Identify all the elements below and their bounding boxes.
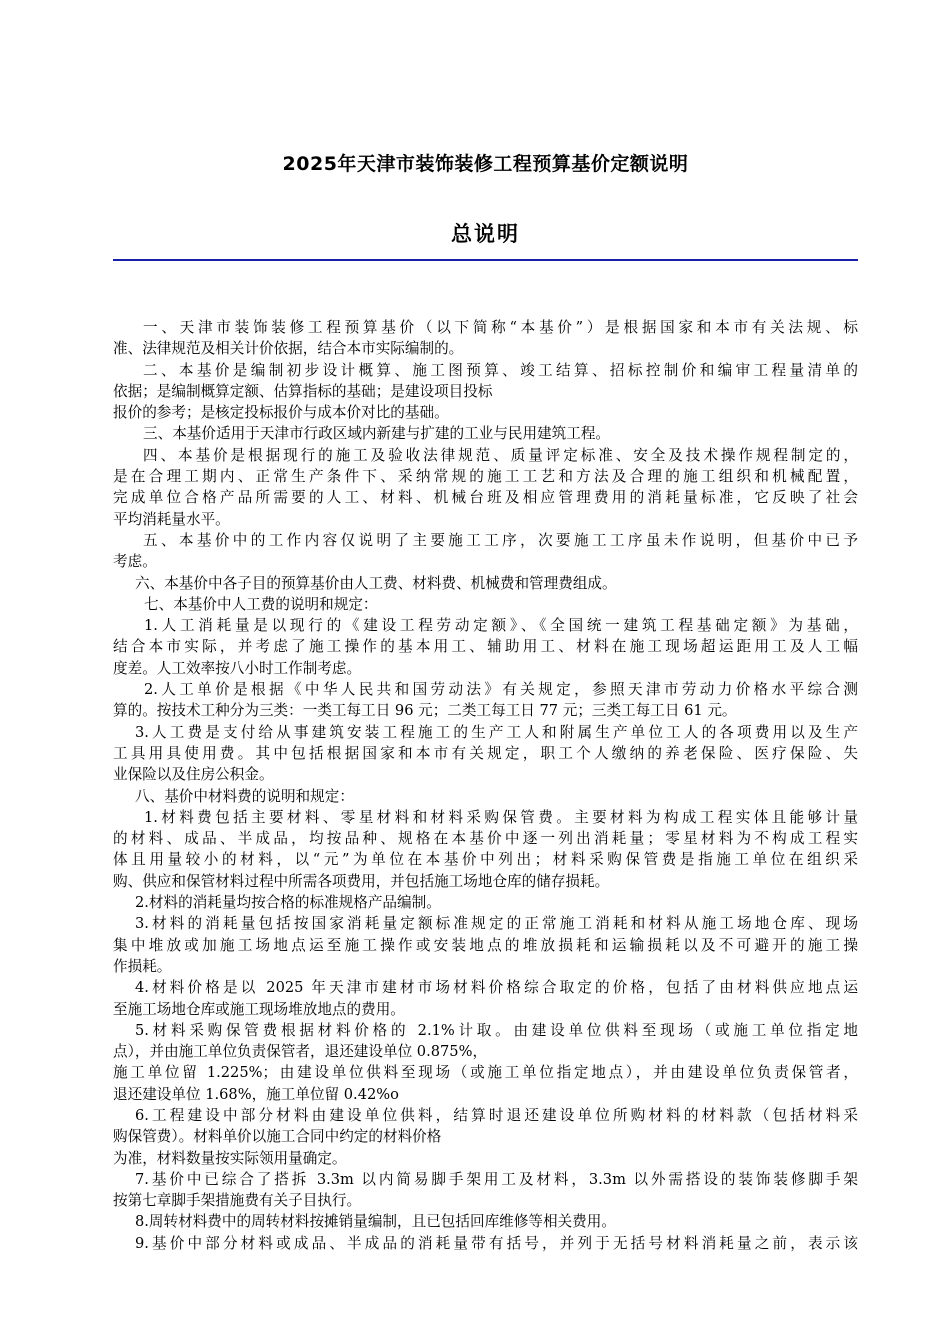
text-line: 购、供应和保管材料过程中所需各项费用，并包括施工场地仓库的储存损耗。 <box>113 872 610 890</box>
text-line: 4.材料价格是以 2025 年天津市建材市场材料价格综合取定的价格，包括了由材料供应地点运 <box>135 979 858 997</box>
text-line: 8.周转材料费中的周转材料按摊销量编制，且已包括回库维修等相关费用。 <box>135 1213 616 1231</box>
text-line: 集中堆放或加施工场地点运至施工操作或安装地点的堆放损耗和运输损耗以及不可避开的施工操 <box>113 936 858 954</box>
text-line: 八、基价中材料费的说明和规定： <box>135 787 354 805</box>
text-line: 是在合理工期内、正常生产条件下、采纳常规的施工工艺和方法及合理的施工组织和机械配置， <box>113 468 858 486</box>
section-title: 总说明 <box>451 222 520 246</box>
text-line: 五、本基价中的工作内容仅说明了主要施工工序，次要施工工序虽未作说明，但基价中已予 <box>143 531 858 549</box>
text-line: 二、本基价是编制初步设计概算、施工图预算、竣工结算、招标控制价和编审工程量清单的 <box>143 361 858 379</box>
text-line: 9.基价中部分材料或成品、半成品的消耗量带有括号，并列于无括号材料消耗量之前，表示该 <box>135 1234 858 1252</box>
text-line: 度差。人工效率按八小时工作制考虑。 <box>113 659 362 677</box>
text-line: 2.材料的消耗量均按合格的标准规格产品编制。 <box>135 894 441 912</box>
text-line: 7.基价中已综合了搭拆 3.3m 以内简易脚手架用工及材料，3.3m 以外需搭设的装饰装修脚手架 <box>135 1170 858 1188</box>
title-divider <box>113 259 858 261</box>
text-line: 施工单位留 1.225%；由建设单位供料至现场（或施工单位指定地点），并由建设单位负责保管者， <box>113 1064 858 1082</box>
text-line: 购保管费）。材料单价以施工合同中约定的材料价格 <box>113 1128 442 1146</box>
text-line: 3.材料的消耗量包括按国家消耗量定额标准规定的正常施工消耗和材料从施工场地仓库、现场 <box>135 915 858 933</box>
text-line: 六、本基价中各子目的预算基价由人工费、材料费、机械费和管理费组成。 <box>135 574 617 592</box>
text-line: 完成单位合格产品所需要的人工、材料、机械台班及相应管理费用的消耗量标准，它反映了社会 <box>113 489 858 507</box>
text-line: 作损耗。 <box>113 957 172 975</box>
text-line: 1.人工消耗量是以现行的《建设工程劳动定额》、《全国统一建筑工程基础定额》为基础， <box>144 617 858 635</box>
text-line: 体且用量较小的材料，以“元”为单位在本基价中列出；材料采购保管费是指施工单位在组织采 <box>113 851 858 869</box>
text-line: 业保险以及住房公积金。 <box>113 766 274 784</box>
text-line: 考虑。 <box>113 553 157 571</box>
text-line: 5.材料采购保管费根据材料价格的 2.1%计取。由建设单位供料至现场（或施工单位指定地 <box>135 1021 858 1039</box>
text-line: 一、天津市装饰装修工程预算基价（以下简称“本基价”）是根据国家和本市有关法规、标 <box>143 319 858 336</box>
text-line: 依据；是编制概算定额、估算指标的基础；是建设项目投标 <box>113 382 493 400</box>
text-line: 按第七章脚手架措施费有关子目执行。 <box>113 1192 362 1210</box>
text-line: 算的。按技术工种分为三类：一类工每工日 96 元；二类工每工日 77 元；三类工每工日 61 元。 <box>113 702 737 720</box>
text-line: 工具用具使用费。其中包括根据国家和本市有关规定，职工个人缴纳的养老保险、医疗保险、失 <box>113 744 858 762</box>
text-line: 点），并由施工单位负责保管者，退还建设单位 0.875%， <box>113 1043 488 1061</box>
document-title: 2025年天津市装饰装修工程预算基价定额说明 <box>282 153 689 175</box>
text-line: 6.工程建设中部分材料由建设单位供料，结算时退还建设单位所购材料的材料款（包括材料采 <box>135 1106 858 1124</box>
text-line: 四、本基价是根据现行的施工及验收法律规范、质量评定标准、安全及技术操作规程制定的， <box>143 446 858 464</box>
text-line: 1.材料费包括主要材料、零星材料和材料采购保管费。主要材料为构成工程实体且能够计量 <box>144 808 858 826</box>
text-line: 七、本基价中人工费的说明和规定： <box>144 595 378 613</box>
text-line: 2.人工单价是根据《中华人民共和国劳动法》有关规定，参照天津市劳动力价格水平综合测 <box>144 681 858 699</box>
text-line: 报价的参考；是核定投标报价与成本价对比的基础。 <box>113 404 449 422</box>
text-line: 的材料、成品、半成品，均按品种、规格在本基价中逐一列出消耗量；零星材料为不构成工程实 <box>113 830 858 848</box>
text-line: 3.人工费是支付给从事建筑安装工程施工的生产工人和附属生产单位工人的各项费用以及生产 <box>135 723 858 741</box>
text-line: 为准，材料数量按实际领用量确定。 <box>113 1149 347 1167</box>
text-line: 退还建设单位 1.68%，施工单位留 0.42%o <box>113 1085 399 1103</box>
text-line: 三、本基价适用于天津市行政区域内新建与扩建的工业与民用建筑工程。 <box>143 425 611 443</box>
text-line: 结合本市实际，并考虑了施工操作的基本用工、辅助用工、材料在施工现场超运距用工及人工幅 <box>113 638 858 656</box>
document-body <box>113 317 858 1254</box>
text-line: 至施工场地仓库或施工现场堆放地点的费用。 <box>113 1000 405 1018</box>
text-line: 准、法律规范及相关计价依据，结合本市实际编制的。 <box>113 340 464 358</box>
text-line: 平均消耗量水平。 <box>113 510 230 528</box>
